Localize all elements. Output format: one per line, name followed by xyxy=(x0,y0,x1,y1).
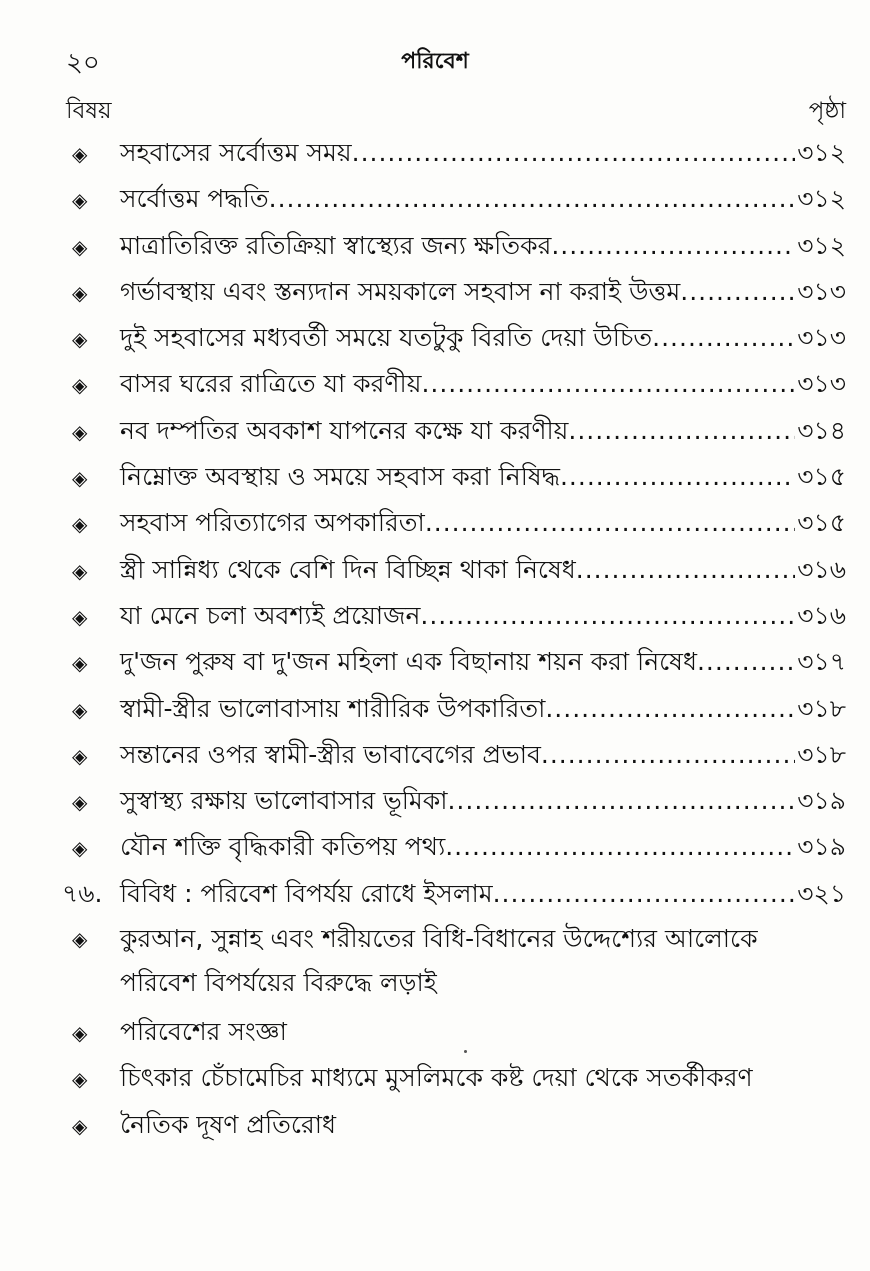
entry-title: যৌন শক্তি বৃদ্ধিকারী কতিপয় পথ্য xyxy=(120,832,446,862)
entry-page: ৩১৩ xyxy=(797,323,846,353)
diamond-bullet-icon: ◈ xyxy=(72,927,88,952)
sub-entry xyxy=(62,1009,846,1055)
dot-leader xyxy=(445,824,795,870)
sub-entry-title: চিৎকার চেঁচামেচির মাধ্যমে মুসলিমকে কষ্ট দেয়া থেকে সতর্কীকরণ xyxy=(120,1063,753,1093)
dot-leader xyxy=(551,223,795,269)
entry-title: স্বামী-স্ত্রীর ভালোবাসায় শারীরিক উপকারিতা xyxy=(120,693,546,723)
diamond-bullet-icon: ◈ xyxy=(72,327,88,352)
entry-page: ৩১৮ xyxy=(797,693,846,723)
toc-entry xyxy=(62,361,846,407)
diamond-bullet-icon: ◈ xyxy=(72,512,88,537)
toc-entry xyxy=(62,454,846,500)
dot-leader xyxy=(493,871,796,917)
table-of-contents xyxy=(62,130,846,1148)
dot-leader xyxy=(568,408,795,454)
dot-leader xyxy=(541,732,795,778)
dot-leader xyxy=(545,686,795,732)
sub-entry xyxy=(62,917,846,1005)
toc-entry xyxy=(62,593,846,639)
entry-page: ৩১৯ xyxy=(797,786,846,816)
diamond-bullet-icon: ◈ xyxy=(72,188,88,213)
dot-leader xyxy=(269,176,796,222)
diamond-bullet-icon: ◈ xyxy=(72,466,88,491)
entry-title: নব দম্পতির অবকাশ যাপনের কক্ষে যা করণীয় xyxy=(120,415,569,445)
chapter-page: ৩২১ xyxy=(797,878,846,908)
toc-entry xyxy=(62,686,846,732)
entry-page: ৩১২ xyxy=(797,230,846,260)
diamond-bullet-icon: ◈ xyxy=(72,743,88,768)
dot-leader xyxy=(352,130,796,176)
entry-page: ৩১৪ xyxy=(797,415,846,445)
toc-entry xyxy=(62,130,846,176)
dot-leader xyxy=(697,639,795,685)
entry-title: সর্বোত্তম পদ্ধতি xyxy=(120,184,269,214)
diamond-bullet-icon: ◈ xyxy=(72,1113,88,1138)
toc-entry xyxy=(62,315,846,361)
sub-entry-title: নৈতিক দূষণ প্রতিরোধ xyxy=(120,1109,336,1139)
chapter-number: ৭৬. xyxy=(62,878,103,908)
dot-leader xyxy=(447,778,795,824)
diamond-bullet-icon: ◈ xyxy=(72,373,88,398)
chapter-entry xyxy=(62,871,846,917)
entry-page: ৩১৬ xyxy=(797,554,846,584)
entry-page: ৩১৩ xyxy=(797,369,846,399)
entry-title: দু'জন পুরুষ বা দু'জন মহিলা এক বিছানায় শয়ন করা নিষেধ xyxy=(120,647,697,677)
diamond-bullet-icon: ◈ xyxy=(72,1067,88,1092)
diamond-bullet-icon: ◈ xyxy=(72,790,88,815)
toc-entry xyxy=(62,269,846,315)
entry-title: সুস্বাস্থ্য রক্ষায় ভালোবাসার ভূমিকা xyxy=(120,786,448,816)
entry-title: দুই সহবাসের মধ্যবর্তী সময়ে যতটুকু বিরতি দেয়া উচিত xyxy=(120,323,653,353)
entry-page: ৩১৯ xyxy=(797,832,846,862)
toc-entry xyxy=(62,732,846,778)
diamond-bullet-icon: ◈ xyxy=(72,1021,88,1046)
diamond-bullet-icon: ◈ xyxy=(72,836,88,861)
entry-page: ৩১৮ xyxy=(797,739,846,769)
entry-title: সহবাস পরিত্যাগের অপকারিতা xyxy=(120,508,425,538)
dot-leader xyxy=(560,454,795,500)
toc-entry xyxy=(62,408,846,454)
entry-page: ৩১৫ xyxy=(797,508,846,538)
running-title: পরিবেশ xyxy=(401,49,469,74)
diamond-bullet-icon: ◈ xyxy=(72,419,88,444)
toc-entry xyxy=(62,500,846,546)
dot-leader xyxy=(425,500,795,546)
entry-page: ৩১২ xyxy=(797,138,846,167)
entry-page: ৩১৩ xyxy=(797,276,846,306)
dot-leader xyxy=(420,593,795,639)
sub-entry xyxy=(62,1055,846,1101)
page-header xyxy=(0,42,870,82)
entry-page: ৩১৬ xyxy=(797,600,846,630)
toc-entry xyxy=(62,824,846,870)
diamond-bullet-icon: ◈ xyxy=(72,651,88,676)
entry-title: স্ত্রী সান্নিধ্য থেকে বেশি দিন বিচ্ছিন্ন থাকা নিষেধ xyxy=(120,554,576,584)
diamond-bullet-icon: ◈ xyxy=(72,604,88,629)
dot-leader xyxy=(680,269,795,315)
diamond-bullet-icon: ◈ xyxy=(72,234,88,259)
toc-entry xyxy=(62,547,846,593)
dot-leader xyxy=(652,315,795,361)
toc-entry xyxy=(62,778,846,824)
entry-title: বাসর ঘরের রাত্রিতে যা করণীয় xyxy=(120,369,422,399)
entry-title: নিম্নোক্ত অবস্থায় ও সময়ে সহবাস করা নিষিদ্ধ xyxy=(120,462,560,492)
entry-title: গর্ভাবস্থায় এবং স্তন্যদান সময়কালে সহবাস না করাই উত্তম xyxy=(120,276,681,306)
print-speck xyxy=(464,1050,467,1053)
diamond-bullet-icon: ◈ xyxy=(72,558,88,583)
entry-page: ৩১২ xyxy=(797,184,846,214)
toc-entry xyxy=(62,639,846,685)
diamond-bullet-icon: ◈ xyxy=(72,280,88,305)
entry-page: ৩১৭ xyxy=(797,647,846,677)
entry-page: ৩১৫ xyxy=(797,462,846,492)
diamond-bullet-icon: ◈ xyxy=(72,142,88,166)
page-number: ২০ xyxy=(66,48,100,78)
topic-column-heading: বিষয় xyxy=(66,98,112,124)
sub-entry xyxy=(62,1102,846,1148)
toc-entry xyxy=(62,176,846,222)
dot-leader xyxy=(421,361,795,407)
entry-title: যা মেনে চলা অবশ্যই প্রয়োজন xyxy=(120,600,421,630)
chapter-title: বিবিধ : পরিবেশ বিপর্যয় রোধে ইসলাম xyxy=(120,878,493,908)
entry-title: সন্তানের ওপর স্বামী-স্ত্রীর ভাবাবেগের প্রভাব xyxy=(120,739,541,769)
toc-entry xyxy=(62,223,846,269)
sub-entry-title: পরিবেশের সংজ্ঞা xyxy=(120,1017,287,1047)
entry-title: মাত্রাতিরিক্ত রতিক্রিয়া স্বাস্থ্যের জন্য ক্ষতিকর xyxy=(120,230,552,260)
entry-title: সহবাসের সর্বোত্তম সময় xyxy=(120,138,352,167)
dot-leader xyxy=(576,547,796,593)
page-column-heading: পৃষ্ঠা xyxy=(808,98,846,124)
sub-entry-title: কুরআন, সুন্নাহ এবং শরীয়তের বিধি-বিধানের উদ্দেশ্যের আলোকে পরিবেশ বিপর্যয়ের বিরুদ্ধে লড়াই xyxy=(120,924,758,998)
diamond-bullet-icon: ◈ xyxy=(72,697,88,722)
